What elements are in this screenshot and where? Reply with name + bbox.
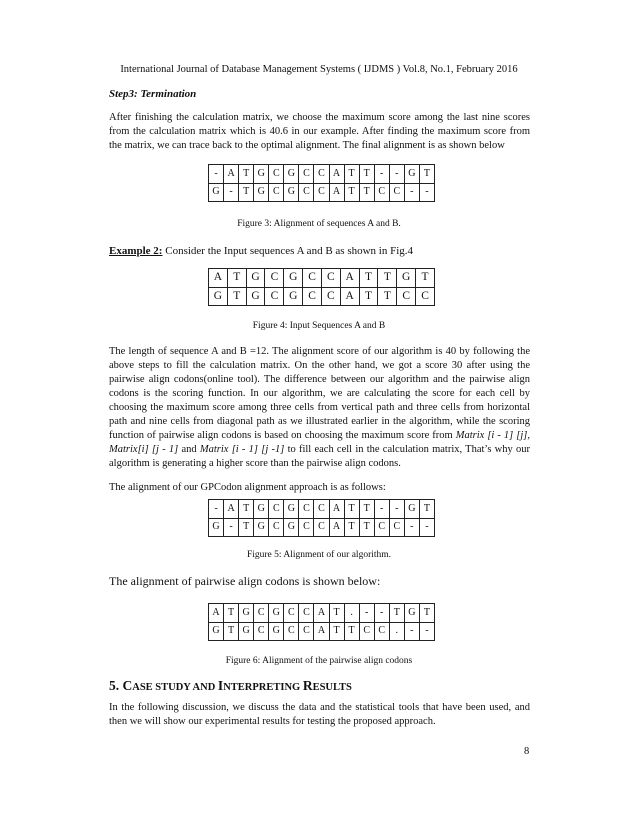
alignment-cell: C bbox=[416, 287, 435, 306]
alignment-cell: G bbox=[404, 165, 419, 184]
figure4-caption: Figure 4: Input Sequences A and B bbox=[252, 321, 386, 331]
alignment-cell: T bbox=[359, 500, 374, 519]
step3-heading: Step3: Termination bbox=[109, 88, 197, 100]
alignment-cell: - bbox=[209, 500, 224, 519]
alignment-cell: C bbox=[269, 500, 284, 519]
alignment-cell: T bbox=[344, 183, 359, 202]
alignment-cell: C bbox=[284, 622, 299, 641]
alignment-cell: G bbox=[239, 622, 254, 641]
alignment-cell: C bbox=[269, 165, 284, 184]
alignment-cell: C bbox=[269, 183, 284, 202]
alignment-cell: T bbox=[359, 287, 378, 306]
alignment-cell: T bbox=[344, 518, 359, 537]
alignment-cell: C bbox=[314, 165, 329, 184]
alignment-cell: C bbox=[321, 287, 340, 306]
alignment-cell: - bbox=[374, 604, 389, 623]
alignment-cell: G bbox=[209, 287, 228, 306]
alignment-cell: C bbox=[359, 622, 374, 641]
alignment-cell: G bbox=[269, 604, 284, 623]
alignment-cell: C bbox=[299, 604, 314, 623]
alignment-cell: C bbox=[389, 183, 404, 202]
alignment-cell: T bbox=[419, 165, 434, 184]
example2-text: Consider the Input sequences A and B as shown in Fig.4 bbox=[162, 245, 414, 257]
alignment-cell: A bbox=[314, 604, 329, 623]
alignment-cell: A bbox=[209, 269, 228, 288]
alignment-cell: T bbox=[359, 269, 378, 288]
alignment-cell: - bbox=[419, 518, 434, 537]
alignment-cell: G bbox=[209, 622, 224, 641]
alignment-cell: A bbox=[329, 518, 344, 537]
alignment-cell: T bbox=[378, 269, 397, 288]
alignment-cell: A bbox=[329, 500, 344, 519]
alignment-cell: G bbox=[284, 269, 303, 288]
alignment-cell: T bbox=[378, 287, 397, 306]
score-text-part2: to fill each cell in the calculation matrix, That’s why our algorithm is generating a higher score than the pairwise align codons. bbox=[109, 444, 530, 469]
alignment-cell: G bbox=[246, 287, 265, 306]
alignment-cell: G bbox=[269, 622, 284, 641]
alignment-cell: G bbox=[284, 518, 299, 537]
example2-paragraph bbox=[109, 244, 530, 258]
figure6-alignment-table bbox=[208, 603, 435, 641]
alignment-cell: C bbox=[303, 287, 322, 306]
figure4-sequence-table bbox=[208, 268, 435, 306]
alignment-cell: A bbox=[329, 183, 344, 202]
pairwise-intro: The alignment of pairwise align codons is shown below: bbox=[109, 574, 381, 588]
alignment-cell: A bbox=[314, 622, 329, 641]
alignment-cell: T bbox=[344, 622, 359, 641]
score-text-part1: The length of sequence A and B =12. The alignment score of our algorithm is 40 by following the above steps to fill the calculation matrix. On the other hand, we got a score 30 after using the pairwise align codons(online tool). The difference between our algorithm and the pairwise align codons is the scoring function. In our algorithm, we are calculating the score for each cell by choosing the maximum score among three cells from vertical path and three cells from horizontal path and nine cells from diagonal path as we illustrated earlier in the algorithm, while the scoring function of pairwise align codons is based on choosing the maximum score from bbox=[109, 346, 530, 441]
alignment-cell: G bbox=[284, 500, 299, 519]
alignment-cell: T bbox=[224, 604, 239, 623]
alignment-cell: G bbox=[246, 269, 265, 288]
alignment-cell: C bbox=[374, 518, 389, 537]
alignment-cell: T bbox=[227, 287, 246, 306]
section-number: 5. bbox=[109, 678, 120, 693]
alignment-cell: - bbox=[359, 604, 374, 623]
heading-rest-3: ESULTS bbox=[312, 682, 352, 693]
alignment-cell: C bbox=[299, 183, 314, 202]
sequence-row bbox=[209, 165, 435, 184]
alignment-cell: A bbox=[209, 604, 224, 623]
alignment-cell: G bbox=[397, 269, 416, 288]
alignment-cell: T bbox=[389, 604, 404, 623]
alignment-cell: - bbox=[209, 165, 224, 184]
matrix-reference-1: Matrix [i - 1] [j], Matrix[i] [j - 1] bbox=[109, 430, 530, 455]
alignment-cell: T bbox=[359, 165, 374, 184]
alignment-cell: C bbox=[314, 500, 329, 519]
alignment-cell: T bbox=[239, 518, 254, 537]
alignment-cell: C bbox=[265, 269, 284, 288]
alignment-cell: T bbox=[359, 518, 374, 537]
sequence-row bbox=[209, 604, 435, 623]
alignment-cell: C bbox=[265, 287, 284, 306]
sequence-row bbox=[209, 622, 435, 641]
figure3-alignment-table bbox=[208, 164, 435, 202]
alignment-cell: C bbox=[254, 622, 269, 641]
heading-rest-2: NTERPRETING bbox=[223, 682, 303, 693]
alignment-cell: - bbox=[419, 183, 434, 202]
alignment-cell: C bbox=[374, 183, 389, 202]
matrix-reference-2: Matrix [i - 1] [j -1] bbox=[199, 444, 285, 455]
alignment-cell: A bbox=[224, 165, 239, 184]
sequence-row bbox=[209, 269, 435, 288]
alignment-cell: - bbox=[404, 183, 419, 202]
alignment-cell: G bbox=[209, 518, 224, 537]
alignment-cell: C bbox=[314, 518, 329, 537]
figure5-caption: Figure 5: Alignment of our algorithm. bbox=[246, 550, 392, 560]
alignment-cell: C bbox=[374, 622, 389, 641]
alignment-cell: - bbox=[389, 165, 404, 184]
alignment-cell: T bbox=[419, 500, 434, 519]
alignment-cell: . bbox=[389, 622, 404, 641]
alignment-cell: T bbox=[329, 622, 344, 641]
alignment-cell: - bbox=[374, 165, 389, 184]
alignment-cell: T bbox=[344, 500, 359, 519]
alignment-cell: - bbox=[404, 518, 419, 537]
alignment-cell: C bbox=[389, 518, 404, 537]
alignment-cell: C bbox=[299, 622, 314, 641]
alignment-cell: - bbox=[224, 183, 239, 202]
alignment-cell: C bbox=[284, 604, 299, 623]
alignment-cell: G bbox=[284, 183, 299, 202]
and-text: and bbox=[178, 444, 200, 455]
section5-heading bbox=[109, 678, 352, 694]
alignment-cell: T bbox=[419, 604, 434, 623]
alignment-cell: C bbox=[299, 500, 314, 519]
alignment-cell: A bbox=[340, 287, 359, 306]
alignment-cell: C bbox=[254, 604, 269, 623]
alignment-cell: G bbox=[254, 518, 269, 537]
sequence-row bbox=[209, 287, 435, 306]
example2-label: Example 2: bbox=[109, 245, 163, 257]
sequence-row bbox=[209, 500, 435, 519]
alignment-cell: . bbox=[344, 604, 359, 623]
alignment-cell: G bbox=[254, 165, 269, 184]
alignment-cell: T bbox=[359, 183, 374, 202]
heading-cap-i: I bbox=[217, 678, 224, 693]
alignment-cell: T bbox=[227, 269, 246, 288]
alignment-cell: C bbox=[321, 269, 340, 288]
figure5-alignment-table bbox=[208, 499, 435, 537]
heading-rest-1: ASE STUDY AND bbox=[132, 682, 218, 693]
alignment-cell: G bbox=[404, 500, 419, 519]
alignment-cell: - bbox=[404, 622, 419, 641]
page-number: 8 bbox=[524, 746, 530, 757]
alignment-cell: T bbox=[344, 165, 359, 184]
alignment-cell: - bbox=[419, 622, 434, 641]
heading-cap-r: R bbox=[302, 678, 313, 693]
alignment-cell: G bbox=[404, 604, 419, 623]
alignment-cell: G bbox=[284, 287, 303, 306]
alignment-cell: T bbox=[224, 622, 239, 641]
alignment-cell: - bbox=[374, 500, 389, 519]
gpcodon-intro: The alignment of our GPCodon alignment approach is as follows: bbox=[109, 482, 386, 493]
termination-paragraph: After finishing the calculation matrix, we choose the maximum score among the last nine scores from the calculation matrix which is 40.6 in our example. After finding the maximum score from the matrix, we can trace back to the optimal alignment. The final alignment is as shown below bbox=[109, 112, 530, 151]
sequence-row bbox=[209, 183, 435, 202]
alignment-cell: T bbox=[239, 183, 254, 202]
alignment-cell: C bbox=[299, 518, 314, 537]
alignment-cell: G bbox=[254, 183, 269, 202]
alignment-cell: G bbox=[239, 604, 254, 623]
alignment-cell: C bbox=[397, 287, 416, 306]
figure3-caption: Figure 3: Alignment of sequences A and B. bbox=[237, 219, 401, 229]
alignment-cell: C bbox=[269, 518, 284, 537]
sequence-row bbox=[209, 518, 435, 537]
alignment-cell: A bbox=[329, 165, 344, 184]
alignment-cell: A bbox=[340, 269, 359, 288]
heading-cap-c: C bbox=[122, 678, 133, 693]
alignment-cell: C bbox=[314, 183, 329, 202]
alignment-cell: G bbox=[209, 183, 224, 202]
alignment-cell: G bbox=[254, 500, 269, 519]
score-comparison-paragraph bbox=[109, 345, 530, 471]
figure6-caption: Figure 6: Alignment of the pairwise align codons bbox=[225, 656, 413, 666]
alignment-cell: T bbox=[329, 604, 344, 623]
alignment-cell: T bbox=[239, 165, 254, 184]
alignment-cell: T bbox=[239, 500, 254, 519]
alignment-cell: - bbox=[224, 518, 239, 537]
alignment-cell: - bbox=[389, 500, 404, 519]
running-header: International Journal of Database Management Systems ( IJDMS ) Vol.8, No.1, February 2016 bbox=[120, 64, 518, 75]
case-study-paragraph: In the following discussion, we discuss the data and the statistical tools that have been used, and then we will show our experimental results for testing the proposed approach. bbox=[109, 702, 530, 727]
alignment-cell: C bbox=[299, 165, 314, 184]
alignment-cell: T bbox=[416, 269, 435, 288]
alignment-cell: A bbox=[224, 500, 239, 519]
alignment-cell: G bbox=[284, 165, 299, 184]
alignment-cell: C bbox=[303, 269, 322, 288]
